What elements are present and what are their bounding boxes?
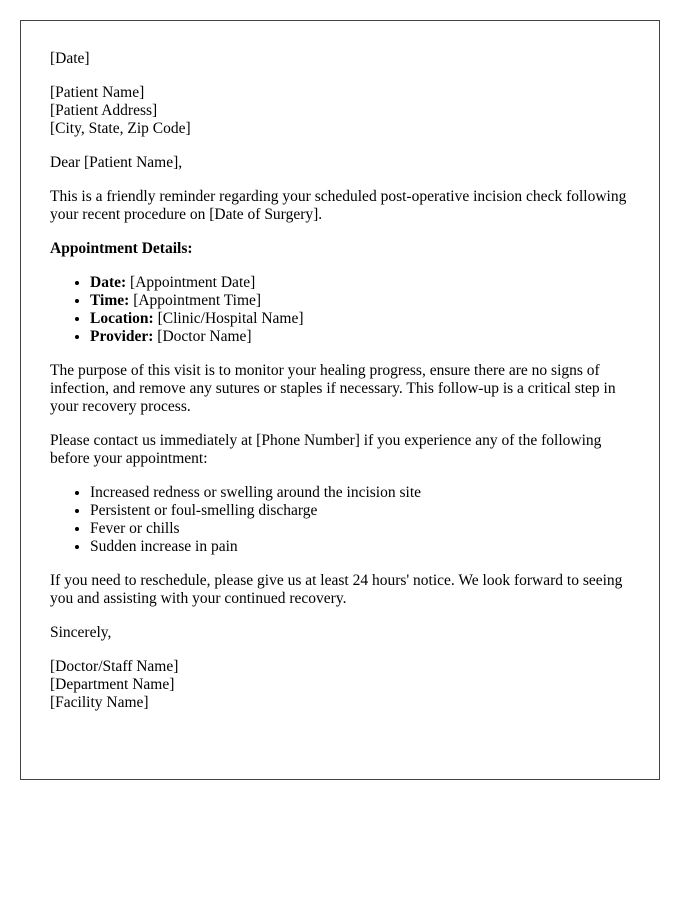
recipient-name: [Patient Name] [50,84,145,101]
appointment-details-list [50,274,640,346]
detail-label: Provider: [90,328,154,345]
detail-value: [Appointment Time] [129,292,262,309]
symptom-item: • Sudden increase in pain [90,538,640,556]
appointment-detail-provider [90,328,640,346]
symptom-item: • Fever or chills [90,520,640,538]
signature-block [50,658,640,712]
signature-department: [Department Name] [50,676,175,693]
detail-label: Date: [90,274,127,291]
letter-body [50,50,640,728]
detail-value: [Clinic/Hospital Name] [153,310,304,327]
appointment-heading [50,240,640,258]
appointment-detail-location [90,310,640,328]
recipient-address: [Patient Address] [50,102,158,119]
appointment-heading-text: Appointment Details: [50,240,193,257]
symptom-item: • Persistent or foul-smelling discharge [90,502,640,520]
purpose-paragraph: The purpose of this visit is to monitor your healing progress, ensure there are no signs of infection, and remove any sutures or staples if necessary. This follow-up is a critical step in your recovery process. [50,362,616,415]
recipient-block [50,84,640,138]
signature-staff-name: [Doctor/Staff Name] [50,658,179,675]
reschedule-paragraph: If you need to reschedule, please give us at least 24 hours' notice. We look forward to seeing you and assisting with your continued recovery. [50,572,623,607]
recipient-city-state-zip: [City, State, Zip Code] [50,120,191,137]
detail-value: [Doctor Name] [153,328,252,345]
intro-paragraph: This is a friendly reminder regarding your scheduled post-operative incision check following your recent procedure on [Date of Surgery]. [50,188,627,223]
appointment-detail-time [90,292,640,310]
closing: Sincerely, [50,624,112,641]
letter-page [20,20,660,780]
contact-paragraph: Please contact us immediately at [Phone Number] if you experience any of the following before your appointment: [50,432,602,467]
letter-date: [Date] [50,50,90,67]
detail-value: [Appointment Date] [126,274,256,291]
symptoms-list [50,484,640,556]
greeting: Dear [Patient Name], [50,154,183,171]
symptom-item: • Increased redness or swelling around the incision site [90,484,640,502]
appointment-detail-date [90,274,640,292]
detail-label: Location: [90,310,154,327]
signature-facility: [Facility Name] [50,694,149,711]
detail-label: Time: [90,292,130,309]
